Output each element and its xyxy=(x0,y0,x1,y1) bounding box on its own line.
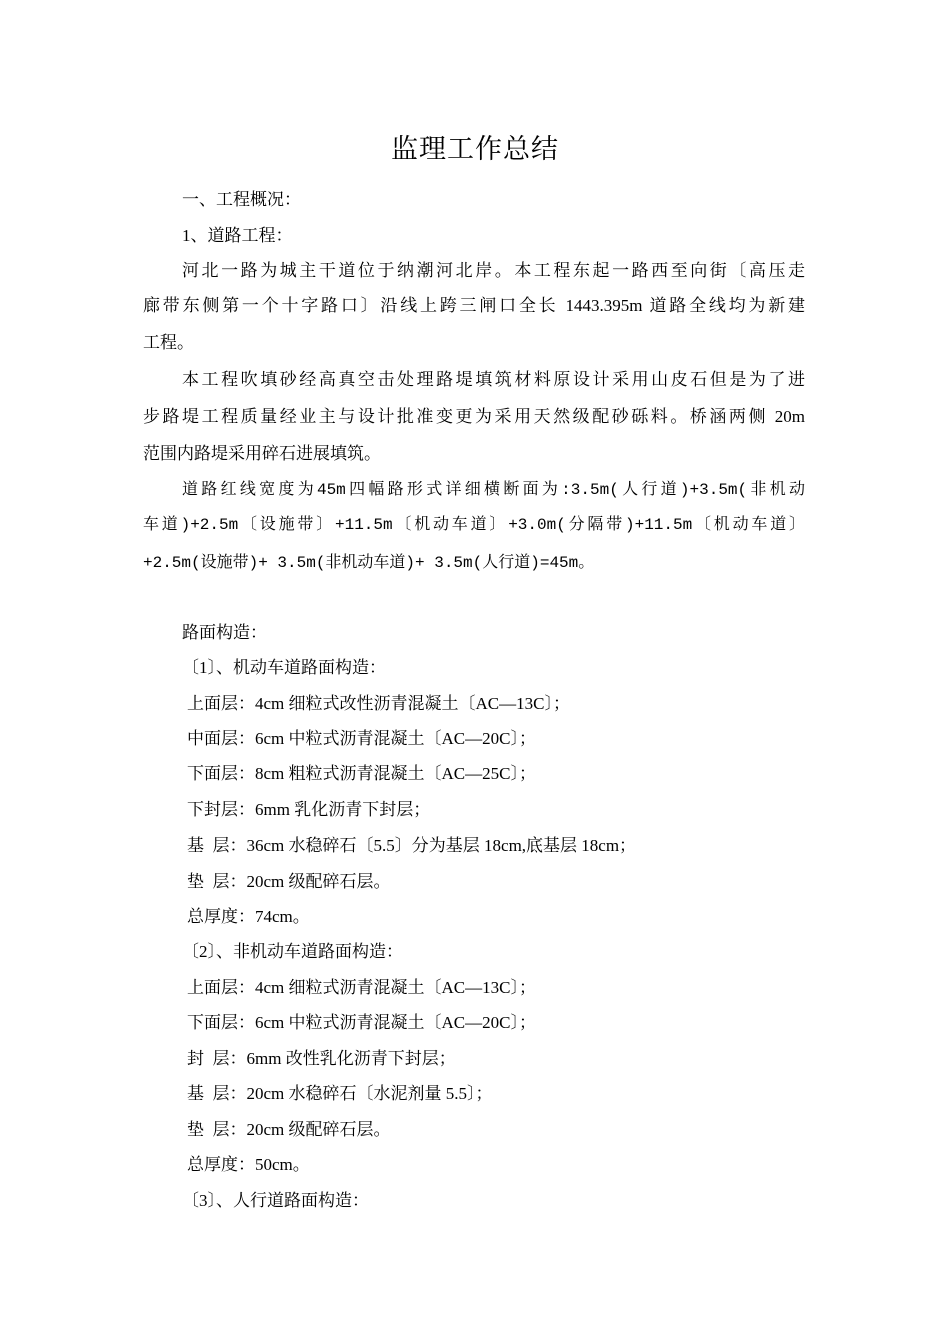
paragraph-line: 步路堤工程质量经业主与设计批准变更为采用天然级配砂砾料。桥涵两侧 20m xyxy=(143,407,805,426)
paragraph-line: 道路红线宽度为45m四幅路形式详细横断面为:3.5m(人行道)+3.5m(非机动 xyxy=(182,481,805,499)
sidewalk-heading: 〔3〕、人行道路面构造： xyxy=(182,1191,369,1210)
motor-lane-heading: 〔1〕、机动车道路面构造： xyxy=(182,658,386,677)
layer-item: 上面层：4cm 细粒式沥青混凝土〔AC—13C〕； xyxy=(187,978,536,997)
layer-item: 下面层：6cm 中粒式沥青混凝土〔AC—20C〕； xyxy=(187,1013,536,1032)
layer-item: 垫 层：20cm 级配碎石层。 xyxy=(187,872,391,891)
layer-item: 封 层：6mm 改性乳化沥青下封层； xyxy=(187,1049,456,1068)
layer-item: 中面层：6cm 中粒式沥青混凝土〔AC—20C〕； xyxy=(187,729,536,748)
layer-item: 总厚度：50cm。 xyxy=(187,1155,310,1174)
layer-item: 总厚度：74cm。 xyxy=(187,907,310,926)
layer-item: 下面层：8cm 粗粒式沥青混凝土〔AC—25C〕； xyxy=(187,764,536,783)
document-title: 监理工作总结 xyxy=(391,134,559,164)
paragraph-line: 工程。 xyxy=(143,333,194,352)
layer-item: 基 层：20cm 水稳碎石〔水泥剂量 5.5〕； xyxy=(187,1084,493,1103)
subsection-heading: 1、道路工程： xyxy=(182,226,293,245)
layer-item: 上面层：4cm 细粒式改性沥青混凝土〔AC—13C〕； xyxy=(187,694,570,713)
layer-item: 垫 层：20cm 级配碎石层。 xyxy=(187,1120,391,1139)
paragraph-line: 车道)+2.5m〔设施带〕+11.5m〔机动车道〕+3.0m(分隔带)+11.5m〔机动车道〕 xyxy=(143,516,805,534)
layer-item: 下封层：6mm 乳化沥青下封层； xyxy=(187,800,431,819)
paragraph-line: 范围内路堤采用碎石进展填筑。 xyxy=(143,444,381,463)
paragraph-line: +2.5m(设施带)+ 3.5m(非机动车道)+ 3.5m(人行道)=45m。 xyxy=(143,554,595,572)
layer-item: 基 层：36cm 水稳碎石〔5.5〕分为基层 18cm,底基层 18cm； xyxy=(187,836,637,855)
paragraph-line: 本工程吹填砂经高真空击处理路堤填筑材料原设计采用山皮石但是为了进 xyxy=(182,370,805,389)
non-motor-lane-heading: 〔2〕、非机动车道路面构造： xyxy=(182,942,403,961)
section-heading: 一、工程概况： xyxy=(182,190,301,209)
paragraph-line: 廊带东侧第一个十字路口〕沿线上跨三闸口全长 1443.395m 道路全线均为新建 xyxy=(143,296,805,315)
paragraph-line: 河北一路为城主干道位于纳潮河北岸。本工程东起一路西至向街〔高压走 xyxy=(182,261,805,280)
pavement-heading: 路面构造： xyxy=(182,623,267,642)
